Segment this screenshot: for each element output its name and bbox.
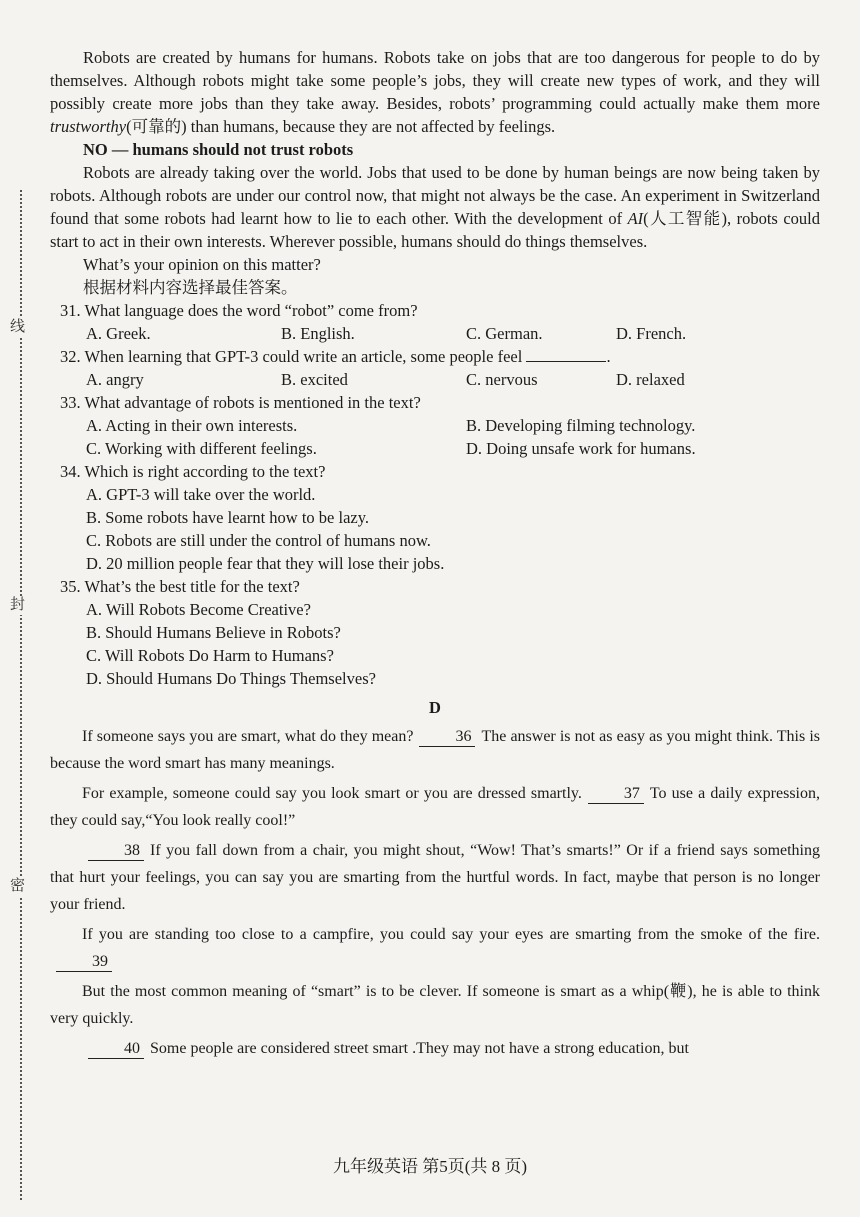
paragraph-no: Robots are already taking over the world. Jobs that used to be done by human beings are now being taken by robots. Although robots are under our control now, that might not always be the case. An experiment in Switzerland found that some robots had learnt how to lie to each other. With the development of AI(人工智能), robots could start to act in their own interests. Wherever possible, humans should do things themselves.	[50, 163, 820, 251]
option-34b: B. Some robots have learnt how to be lazy.	[86, 508, 370, 527]
question-32: 32. When learning that GPT-3 could write an article, some people feel . A. angry B. excited C. nervous D. relaxed	[50, 345, 820, 391]
section-d-paragraph-6: 40 Some people are considered street smart .They may not have a strong education, but	[50, 1035, 820, 1062]
section-d-paragraph-5: But the most common meaning of “smart” is to be clever. If someone is smart as a whip(鞭), he is able to think very quickly.	[50, 983, 820, 1027]
option-34d: D. 20 million people fear that they will lose their jobs.	[86, 554, 445, 573]
option-31d: D. French.	[616, 324, 687, 343]
section-d-paragraph-2: For example, someone could say you look smart or you are dressed smartly. 37 To use a daily expression, they could say,“You look really cool!”	[50, 785, 820, 829]
option-35b: B. Should Humans Believe in Robots?	[86, 623, 341, 642]
section-d-paragraph-1: If someone says you are smart, what do they mean? 36 The answer is not as easy as you might think. This is because the word smart has many meanings.	[50, 728, 821, 772]
option-33c: C. Working with different feelings.	[86, 439, 317, 458]
option-31a: A. Greek.	[86, 324, 151, 343]
answer-blank	[526, 347, 606, 362]
option-34c: C. Robots are still under the control of humans now.	[86, 531, 431, 550]
blank-36: 36	[419, 728, 475, 747]
binding-mark-bottom: 密	[10, 878, 26, 894]
section-d-title: D	[429, 698, 441, 717]
binding-mark-middle: 封	[10, 597, 26, 613]
section-d-paragraph-4: If you are standing too close to a campfire, you could say your eyes are smarting from the smoke of the fire.39	[50, 921, 820, 975]
exam-page	[50, 46, 820, 1065]
option-33a: A. Acting in their own interests.	[86, 416, 298, 435]
blank-40: 40	[88, 1040, 144, 1059]
question-33: 33. What advantage of robots is mentioned in the text? A. Acting in their own interests. B. Developing filming technology. C. Working with different feelings. D. Doing unsafe work for humans.	[50, 391, 820, 460]
section-d-passage	[50, 723, 820, 1062]
option-34a: A. GPT-3 will take over the world.	[86, 485, 316, 504]
binding-line	[20, 190, 22, 1200]
option-32c: C. nervous	[466, 370, 538, 389]
paragraph-yes: Robots are created by humans for humans. Robots take on jobs that are too dangerous for people to do by themselves. Although robots might take some people’s jobs, they will create new types of work, and they will possibly create more jobs than they take away. Besides, robots’ programming could actually make them more trustworthy(可靠的) than humans, because they are not affected by feelings.	[50, 48, 820, 136]
section-d-paragraph-3: 38 If you fall down from a chair, you might shout, “Wow! That’s smarts!” Or if a friend says something that hurt your feelings, you can say you are smarting from the hurtful words. In fact, maybe that person is no longer your friend.	[50, 842, 820, 913]
option-33d: D. Doing unsafe work for humans.	[466, 439, 696, 458]
option-32a: A. angry	[86, 370, 144, 389]
question-31: 31. What language does the word “robot” come from? A. Greek. B. English. C. German. D. French.	[50, 299, 820, 345]
blank-39: 39	[56, 953, 112, 972]
binding-mark-top: 线	[10, 319, 26, 335]
option-31c: C. German.	[466, 324, 543, 343]
option-32d: D. relaxed	[616, 370, 685, 389]
option-31b: B. English.	[281, 324, 355, 343]
option-33b: B. Developing filming technology.	[466, 416, 696, 435]
page-footer: 九年级英语 第5页(共 8 页)	[332, 1157, 528, 1176]
blank-37: 37	[588, 785, 644, 804]
option-35c: C. Will Robots Do Harm to Humans?	[86, 646, 334, 665]
heading-no: NO — humans should not trust robots	[83, 140, 354, 159]
question-35: 35. What’s the best title for the text? A. Will Robots Become Creative? B. Should Humans Believe in Robots? C. Will Robots Do Harm to Humans? D. Should Humans Do Things Themselves?	[50, 575, 820, 690]
option-35d: D. Should Humans Do Things Themselves?	[86, 669, 376, 688]
question-34: 34. Which is right according to the text? A. GPT-3 will take over the world. B. Some robots have learnt how to be lazy. C. Robots are still under the control of humans now. D. 20 million people fear that they will lose their jobs.	[50, 460, 820, 575]
option-35a: A. Will Robots Become Creative?	[86, 600, 311, 619]
blank-38: 38	[88, 842, 144, 861]
option-32b: B. excited	[281, 370, 348, 389]
opinion-question: What’s your opinion on this matter?	[83, 255, 321, 274]
instruction: 根据材料内容选择最佳答案。	[83, 278, 298, 297]
